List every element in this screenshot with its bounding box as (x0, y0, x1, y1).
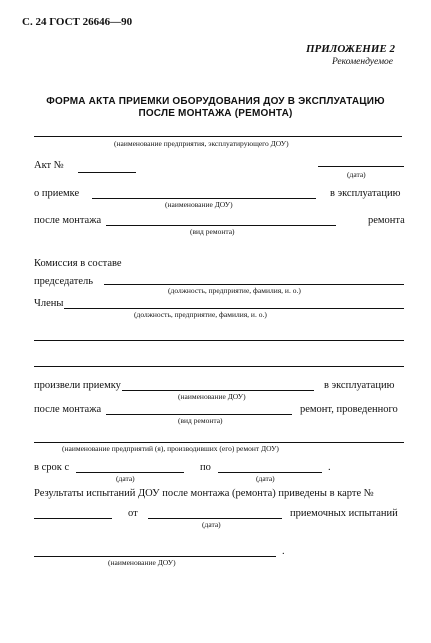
performed-acceptance-label: произвели приемку (34, 380, 121, 391)
repair-enterprises-field[interactable] (34, 442, 404, 443)
test-card-number-field[interactable] (34, 518, 112, 519)
after-installation-label: после монтажа (34, 215, 102, 226)
period-end-field[interactable] (218, 472, 322, 473)
into-operation-label: в эксплуатацию (330, 188, 401, 199)
chairman-label: председатель (34, 276, 94, 287)
chairman-field[interactable] (104, 284, 404, 285)
form-title-line-2: ПОСЛЕ МОНТАЖА (РЕМОНТА) (138, 108, 293, 119)
members-field[interactable] (64, 308, 404, 309)
operating-enterprise-caption: (наименование предприятия, эксплуатирующего ДОУ) (114, 139, 289, 148)
on-acceptance-label: о приемке (34, 188, 80, 199)
after-installation-label-2: после монтажа (34, 404, 102, 415)
act-date-caption: (дата) (347, 170, 366, 179)
final-dou-name-caption: (наименование ДОУ) (108, 558, 176, 567)
repair-enterprises-caption: (наименование предприятий (я), производивших (его) ремонт ДОУ) (62, 444, 279, 453)
form-title-line-1: ФОРМА АКТА ПРИЕМКИ ОБОРУДОВАНИЯ ДОУ В ЭКСПЛУАТАЦИЮ (46, 96, 385, 107)
chairman-caption: (должность, предприятие, фамилия, и. о.) (168, 286, 301, 295)
period-to-label: по (200, 462, 211, 473)
members-field-3[interactable] (34, 366, 404, 367)
dou-name-caption: (наименование ДОУ) (165, 200, 233, 209)
act-number-field[interactable] (78, 172, 136, 173)
appendix-label: ПРИЛОЖЕНИЕ 2 (305, 43, 395, 55)
repair-type-caption-2: (вид ремонта) (178, 416, 223, 425)
period-end-caption: (дата) (256, 474, 275, 483)
members-caption: (должность, предприятие, фамилия, и. о.) (134, 310, 267, 319)
operating-enterprise-field[interactable] (34, 136, 402, 137)
act-date-field[interactable] (318, 166, 404, 167)
repair-type-field-2[interactable] (106, 414, 292, 415)
acceptance-tests-label: приемочных испытаний (290, 508, 398, 519)
page-reference: С. 24 ГОСТ 26646—90 (22, 16, 133, 28)
test-card-date-field[interactable] (148, 518, 282, 519)
final-dou-name-field[interactable] (34, 556, 276, 557)
members-field-2[interactable] (34, 340, 404, 341)
period-start-caption: (дата) (116, 474, 135, 483)
commission-label: Комиссия в составе (34, 258, 122, 269)
act-number-label: Акт № (34, 160, 64, 171)
recommended-label: Рекомендуемое (331, 57, 393, 67)
dou-name-field-2[interactable] (122, 390, 314, 391)
dou-name-caption-2: (наименование ДОУ) (178, 392, 246, 401)
period-end-dot: . (328, 462, 331, 473)
final-dot: . (282, 546, 285, 557)
repair-type-caption: (вид ремонта) (190, 227, 235, 236)
results-label: Результаты испытаний ДОУ после монтажа (ремонта) приведены в карте № (34, 488, 374, 499)
period-start-field[interactable] (76, 472, 184, 473)
test-card-date-caption: (дата) (202, 520, 221, 529)
into-operation-label-2: в эксплуатацию (324, 380, 395, 391)
members-label: Члены (34, 298, 64, 309)
period-from-label: в срок с (34, 462, 70, 473)
repair-performed-label: ремонт, проведенного (300, 404, 398, 415)
dou-name-field[interactable] (92, 198, 316, 199)
repair-type-field[interactable] (106, 225, 336, 226)
from-label: от (128, 508, 138, 519)
repair-label: ремонта (368, 215, 405, 226)
